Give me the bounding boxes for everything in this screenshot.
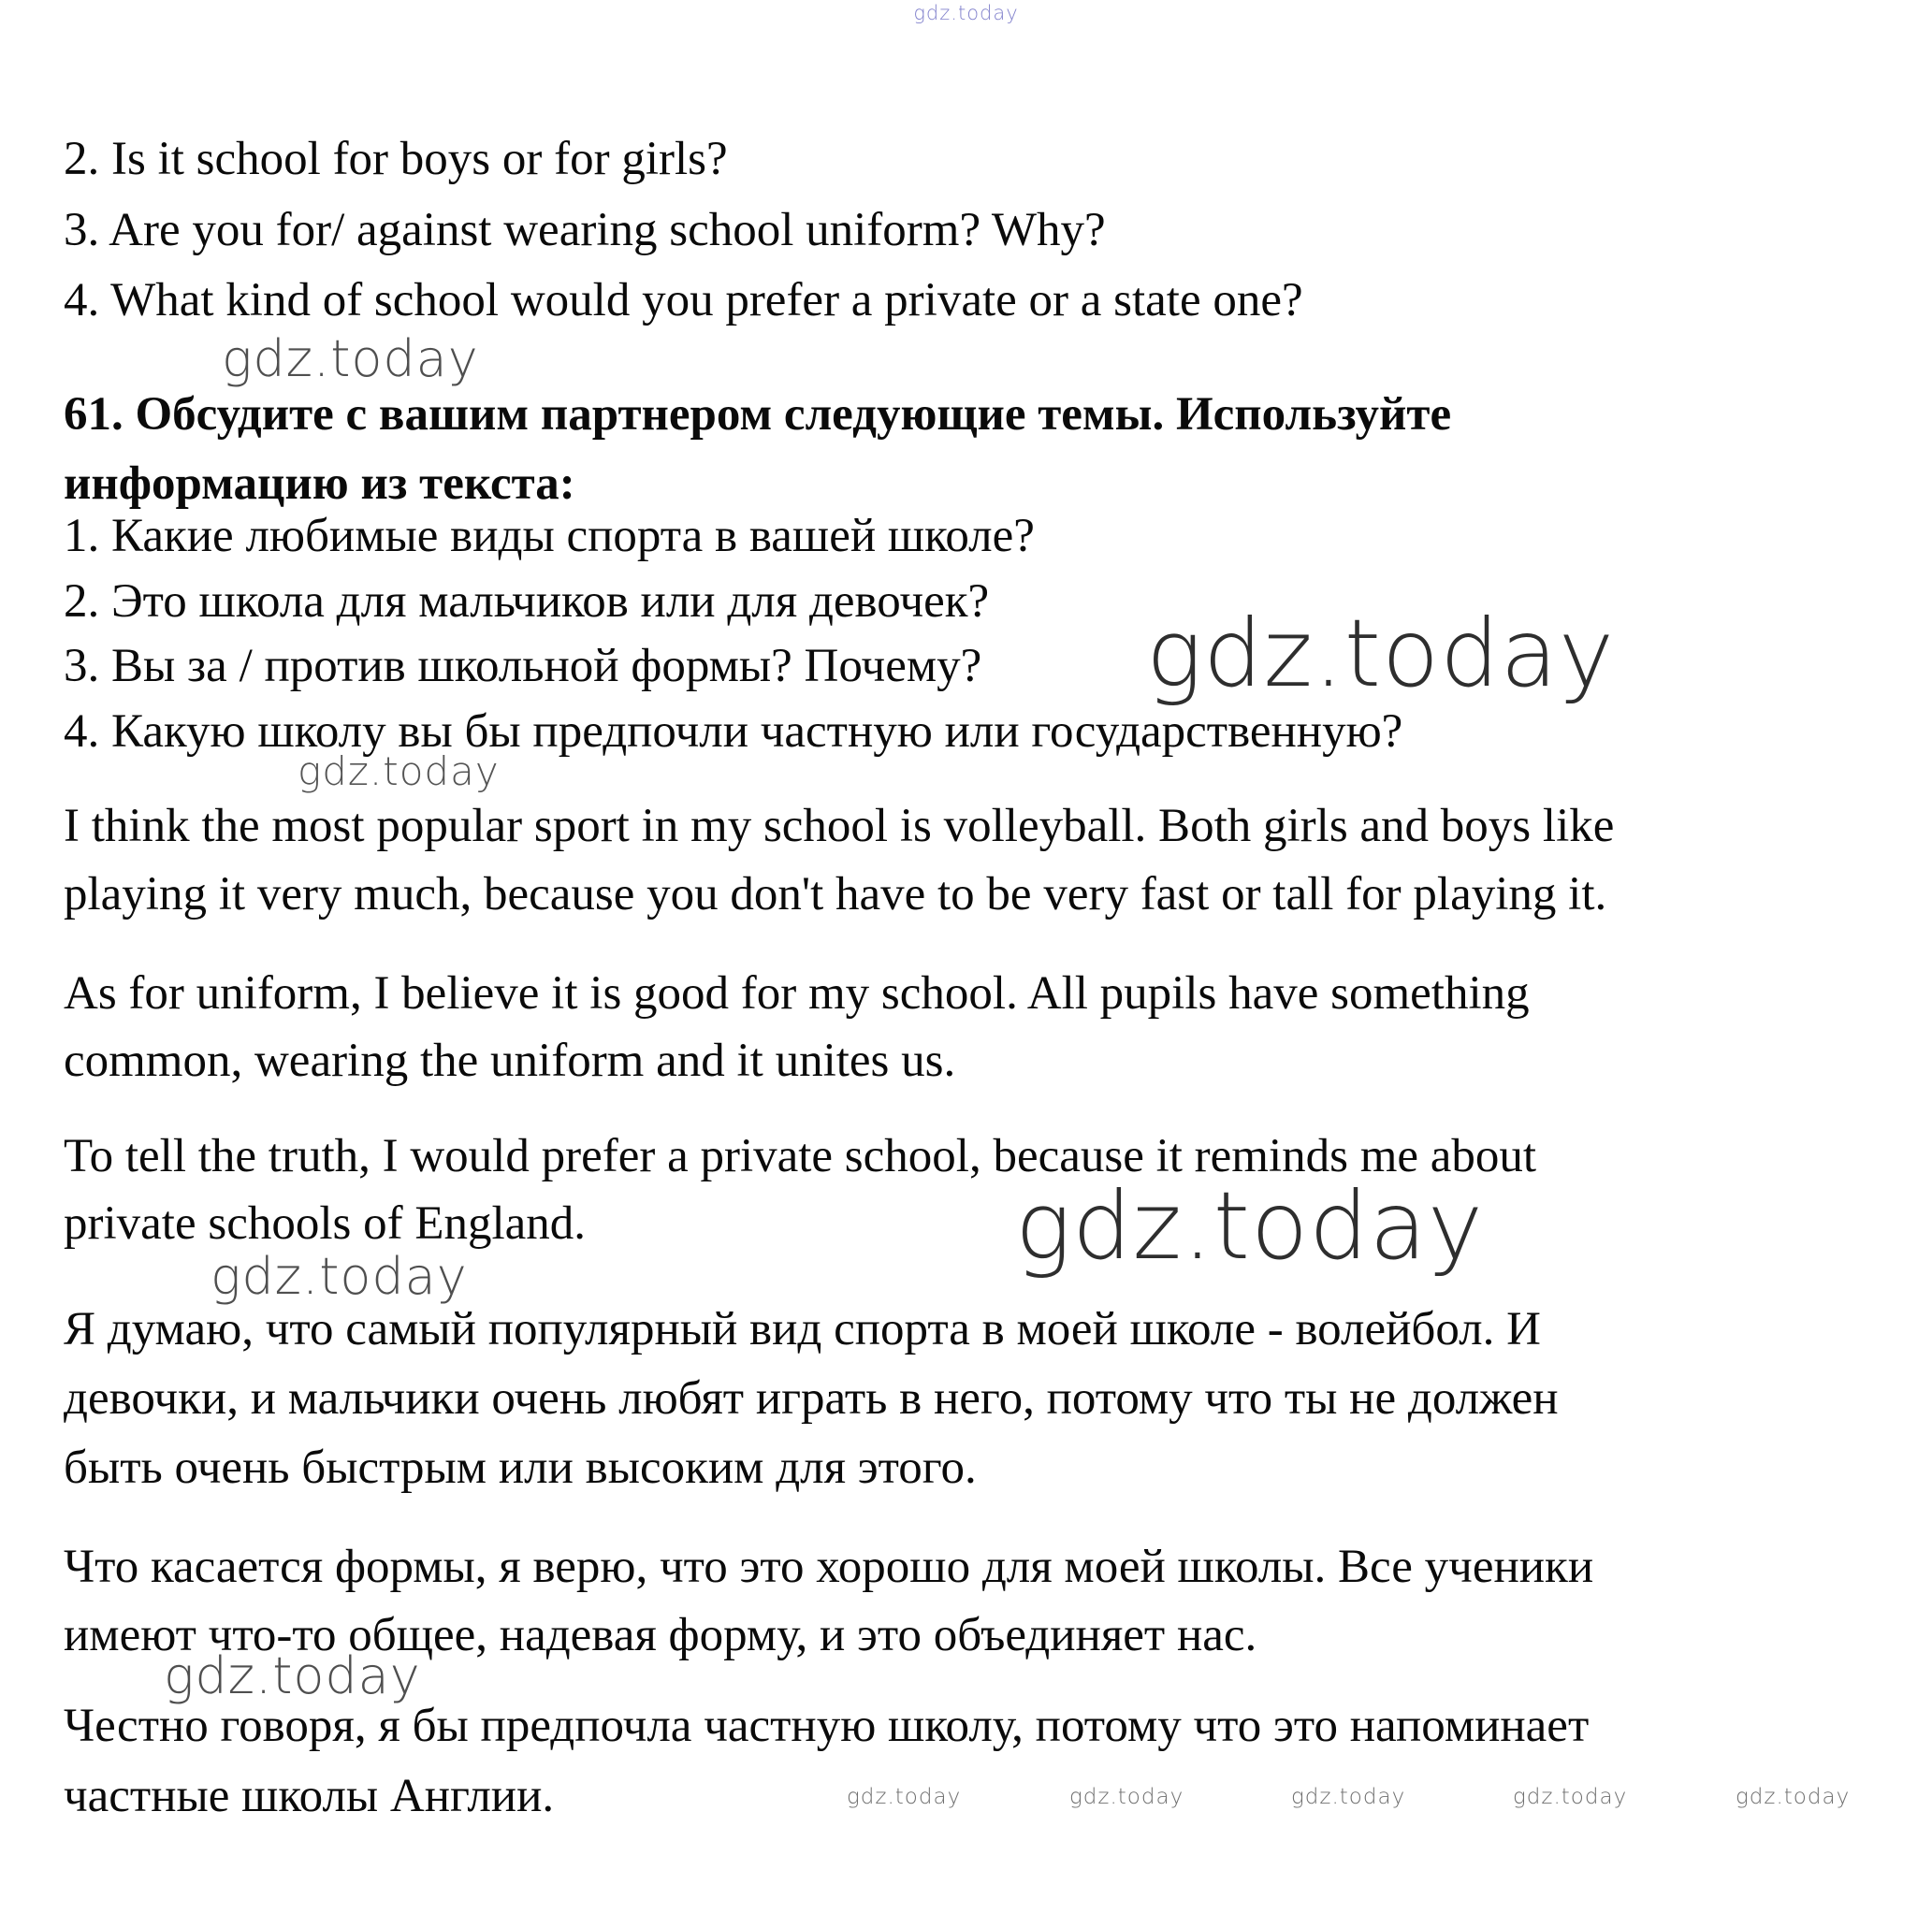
answer-en-line: I think the most popular sport in my school is volleyball. Both girls and boys like bbox=[64, 800, 1615, 852]
answer-ru-line: Честно говоря, я бы предпочла частную школу, потому что это напоминает bbox=[64, 1700, 1590, 1752]
russian-question-line: 2. Это школа для мальчиков или для девочек? bbox=[64, 575, 990, 628]
answer-ru-line: имеют что-то общее, надевая форму, и это объединяет нас. bbox=[64, 1609, 1257, 1661]
russian-question-line: 3. Вы за / против школьной формы? Почему? bbox=[64, 640, 982, 692]
task-heading-line: информацию из текста: bbox=[64, 457, 575, 510]
answer-en-line: common, wearing the uniform and it unites us. bbox=[64, 1035, 956, 1087]
russian-question-line: 1. Какие любимые виды спорта в вашей школе? bbox=[64, 510, 1035, 562]
watermark: gdz.today bbox=[1513, 1785, 1628, 1809]
watermark: gdz.today bbox=[1146, 599, 1616, 708]
watermark: gdz.today bbox=[847, 1785, 962, 1809]
english-question-line: 2. Is it school for boys or for girls? bbox=[64, 133, 728, 185]
watermark: gdz.today bbox=[1291, 1785, 1406, 1809]
watermark: gdz.today bbox=[1015, 1171, 1485, 1281]
answer-ru-line: частные школы Англии. bbox=[64, 1770, 555, 1822]
watermark: gdz.today bbox=[211, 1247, 468, 1306]
answer-en-line: playing it very much, because you don't have to be very fast or tall for playing it. bbox=[64, 868, 1607, 920]
answer-en-line: To tell the truth, I would prefer a private school, because it reminds me about bbox=[64, 1130, 1537, 1182]
answer-en-line: private schools of England. bbox=[64, 1197, 587, 1250]
answer-en-line: As for uniform, I believe it is good for my school. All pupils have something bbox=[64, 967, 1530, 1020]
answer-ru-line: Я думаю, что самый популярный вид спорта в моей школе - волейбол. И bbox=[64, 1303, 1541, 1355]
watermark: gdz.today bbox=[298, 748, 500, 794]
russian-question-line: 4. Какую школу вы бы предпочли частную или государственную? bbox=[64, 705, 1403, 758]
answer-ru-line: быть очень быстрым или высоким для этого. bbox=[64, 1442, 977, 1494]
answer-ru-line: Что касается формы, я верю, что это хорошо для моей школы. Все ученики bbox=[64, 1541, 1594, 1593]
task-heading-line: 61. Обсудите с вашим партнером следующие темы. Используйте bbox=[64, 388, 1452, 441]
watermark: gdz.today bbox=[913, 2, 1019, 24]
english-question-line: 4. What kind of school would you prefer a private or a state one? bbox=[64, 274, 1303, 326]
watermark: gdz.today bbox=[1069, 1785, 1184, 1809]
answer-ru-line: девочки, и мальчики очень любят играть в него, потому что ты не должен bbox=[64, 1372, 1559, 1425]
english-question-line: 3. Are you for/ against wearing school uniform? Why? bbox=[64, 204, 1106, 256]
watermark: gdz.today bbox=[1736, 1785, 1851, 1809]
watermark: gdz.today bbox=[222, 329, 479, 388]
watermark: gdz.today bbox=[164, 1646, 421, 1705]
